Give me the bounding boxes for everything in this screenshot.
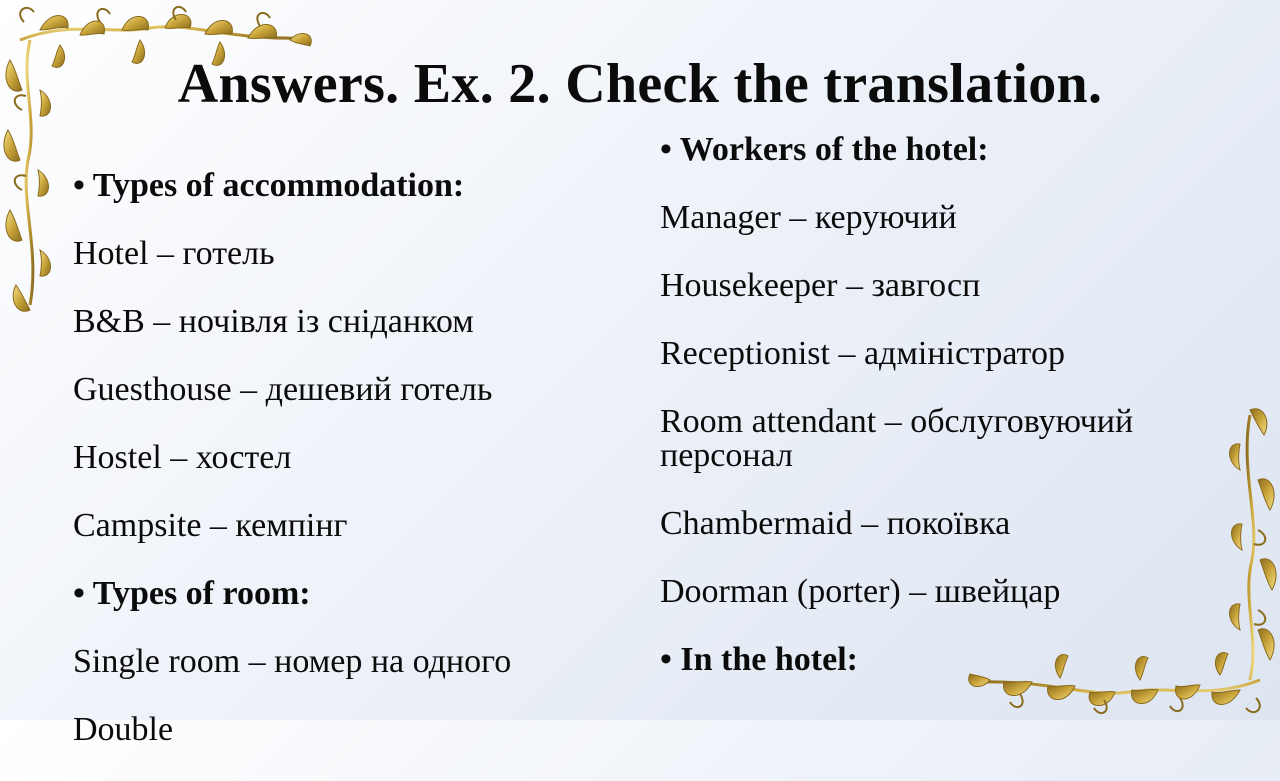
list-item: Guesthouse – дешевий готель [73,371,493,408]
section-heading-room-types: • Types of room: [73,575,311,612]
list-item: Receptionist – адміністратор [660,335,1065,372]
list-item: B&B – ночівля із сніданком [73,303,474,340]
list-item: Hotel – готель [73,235,275,272]
left-column [73,169,643,781]
list-item: Double [73,711,174,748]
list-item: Campsite – кемпінг [73,507,348,544]
section-heading-accommodation: • Types of accommodation: [73,167,465,204]
list-item: Single room – номер на одного [73,643,512,680]
list-item: Chambermaid – покоївка [660,505,1011,542]
list-item: Room attendant – обслуговуючий [660,403,1134,440]
section-heading-workers: • Workers of the hotel: [660,131,989,168]
list-item: Housekeeper – завгосп [660,267,981,304]
page-title: Answers. Ex. 2. Check the translation. [177,53,1103,115]
right-column [660,133,1260,711]
list-item-continuation: персонал [660,437,793,474]
section-heading-in-hotel: • In the hotel: [660,641,858,678]
list-item: Manager – керуючий [660,199,957,236]
list-item: Doorman (porter) – швейцар [660,573,1061,610]
list-item: Hostel – хостел [73,439,292,476]
